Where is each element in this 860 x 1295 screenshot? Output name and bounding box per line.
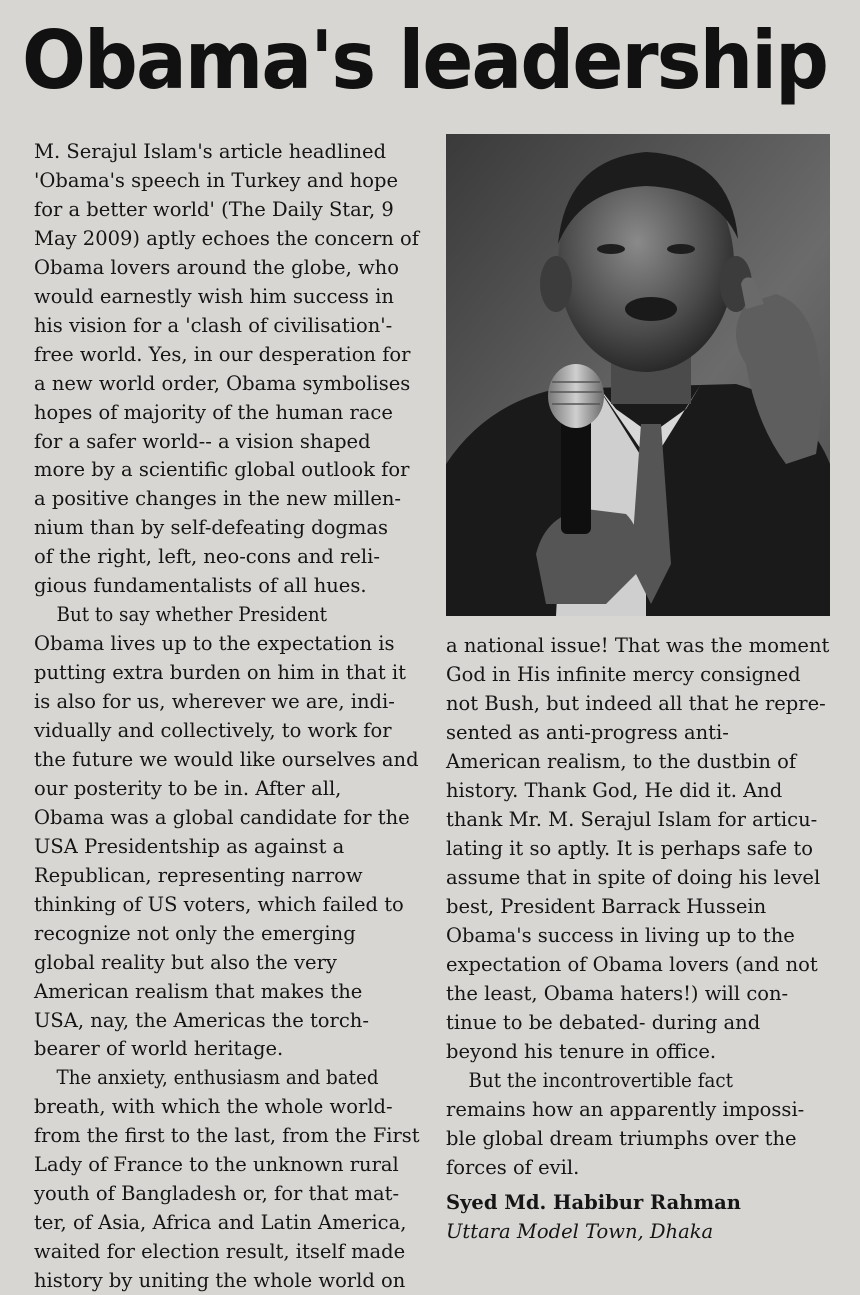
text-line: American realism that makes the	[34, 979, 363, 1003]
text-line: breath, with which the whole world-	[34, 1095, 393, 1119]
text-line: for a better world' (The Daily Star, 9	[34, 197, 394, 221]
text-line: remains how an apparently impossi-	[446, 1098, 805, 1121]
text-line: best, President Barrack Hussein	[446, 895, 767, 918]
text-line: nium than by self-defeating dogmas	[34, 516, 388, 540]
text-line: the future we would like ourselves and	[34, 747, 419, 771]
person-speaking-into-microphone-icon	[446, 134, 830, 616]
text-line: global reality but also the very	[34, 950, 337, 974]
text-line: The anxiety, enthusiasm and bated	[56, 1066, 379, 1090]
text-line: thinking of US voters, which failed to	[34, 892, 404, 916]
text-line: Obama was a global candidate for the	[34, 805, 410, 829]
author-address: Uttara Model Town, Dhaka	[446, 1220, 714, 1243]
text-line: assume that in spite of doing his level	[446, 866, 821, 889]
text-line: history. Thank God, He did it. And	[446, 779, 783, 802]
headline: Obama's leadership	[22, 14, 828, 107]
text-line: youth of Bangladesh or, for that mat-	[34, 1182, 400, 1206]
text-line: his vision for a 'clash of civilisation'-	[34, 313, 393, 337]
text-line: free world. Yes, in our desperation for	[34, 342, 411, 366]
text-line: thank Mr. M. Serajul Islam for articu-	[446, 808, 818, 831]
author-name: Syed Md. Habibur Rahman	[446, 1191, 741, 1214]
text-line: more by a scientific global outlook for	[34, 458, 410, 482]
text-line: lating it so aptly. It is perhaps safe to	[446, 837, 813, 860]
text-line: Republican, representing narrow	[34, 863, 363, 887]
text-line: Obama lives up to the expectation is	[34, 632, 395, 656]
text-line: sented as anti-progress anti-	[446, 721, 729, 744]
text-line: for a safer world-- a vision shaped	[34, 429, 371, 453]
speaker-photo	[446, 134, 830, 616]
text-line: bearer of world heritage.	[34, 1037, 284, 1061]
text-line: But the incontrovertible fact	[468, 1069, 733, 1092]
text-line: from the first to the last, from the First	[34, 1124, 420, 1148]
text-line: a new world order, Obama symbolises	[34, 371, 411, 395]
text-line: M. Serajul Islam's article headlined	[34, 140, 387, 163]
text-line: ble global dream triumphs over the	[446, 1127, 797, 1150]
text-line: of the right, left, neo-cons and reli-	[34, 545, 380, 569]
text-line: a national issue! That was the moment	[446, 634, 830, 657]
text-line: putting extra burden on him in that it	[34, 661, 406, 685]
text-line: 'Obama's speech in Turkey and hope	[34, 168, 399, 192]
text-line: history by uniting the whole world on	[34, 1269, 406, 1293]
text-line: would earnestly wish him success in	[34, 284, 394, 308]
text-line: waited for election result, itself made	[34, 1240, 406, 1264]
text-line: hopes of majority of the human race	[34, 400, 393, 424]
text-line: beyond his tenure in office.	[446, 1040, 717, 1063]
text-line: is also for us, wherever we are, indi-	[34, 690, 395, 714]
text-line: the least, Obama haters!) will con-	[446, 982, 789, 1005]
text-line: God in His infinite mercy consigned	[446, 663, 801, 686]
text-line: vidually and collectively, to work for	[34, 719, 392, 742]
text-line: gious fundamentalists of all hues.	[34, 574, 367, 598]
text-line: ter, of Asia, Africa and Latin America,	[34, 1211, 407, 1235]
text-line: American realism, to the dustbin of	[446, 750, 797, 773]
text-line: recognize not only the emerging	[34, 921, 356, 945]
text-line: May 2009) aptly echoes the concern of	[34, 226, 419, 250]
text-line: forces of evil.	[446, 1156, 580, 1179]
text-line: expectation of Obama lovers (and not	[446, 953, 818, 976]
text-line: Obama lovers around the globe, who	[34, 255, 399, 279]
text-line: Lady of France to the unknown rural	[34, 1153, 399, 1177]
text-line: USA, nay, the Americas the torch-	[34, 1008, 369, 1032]
text-line: But to say whether President	[56, 603, 328, 627]
text-line: not Bush, but indeed all that he repre-	[446, 692, 826, 715]
text-line: our posterity to be in. After all,	[34, 776, 342, 800]
text-line: Obama's success in living up to the	[446, 924, 795, 947]
text-line: USA Presidentship as against a	[34, 834, 345, 858]
text-line: tinue to be debated- during and	[446, 1011, 761, 1034]
text-line: a positive changes in the new millen-	[34, 487, 402, 511]
